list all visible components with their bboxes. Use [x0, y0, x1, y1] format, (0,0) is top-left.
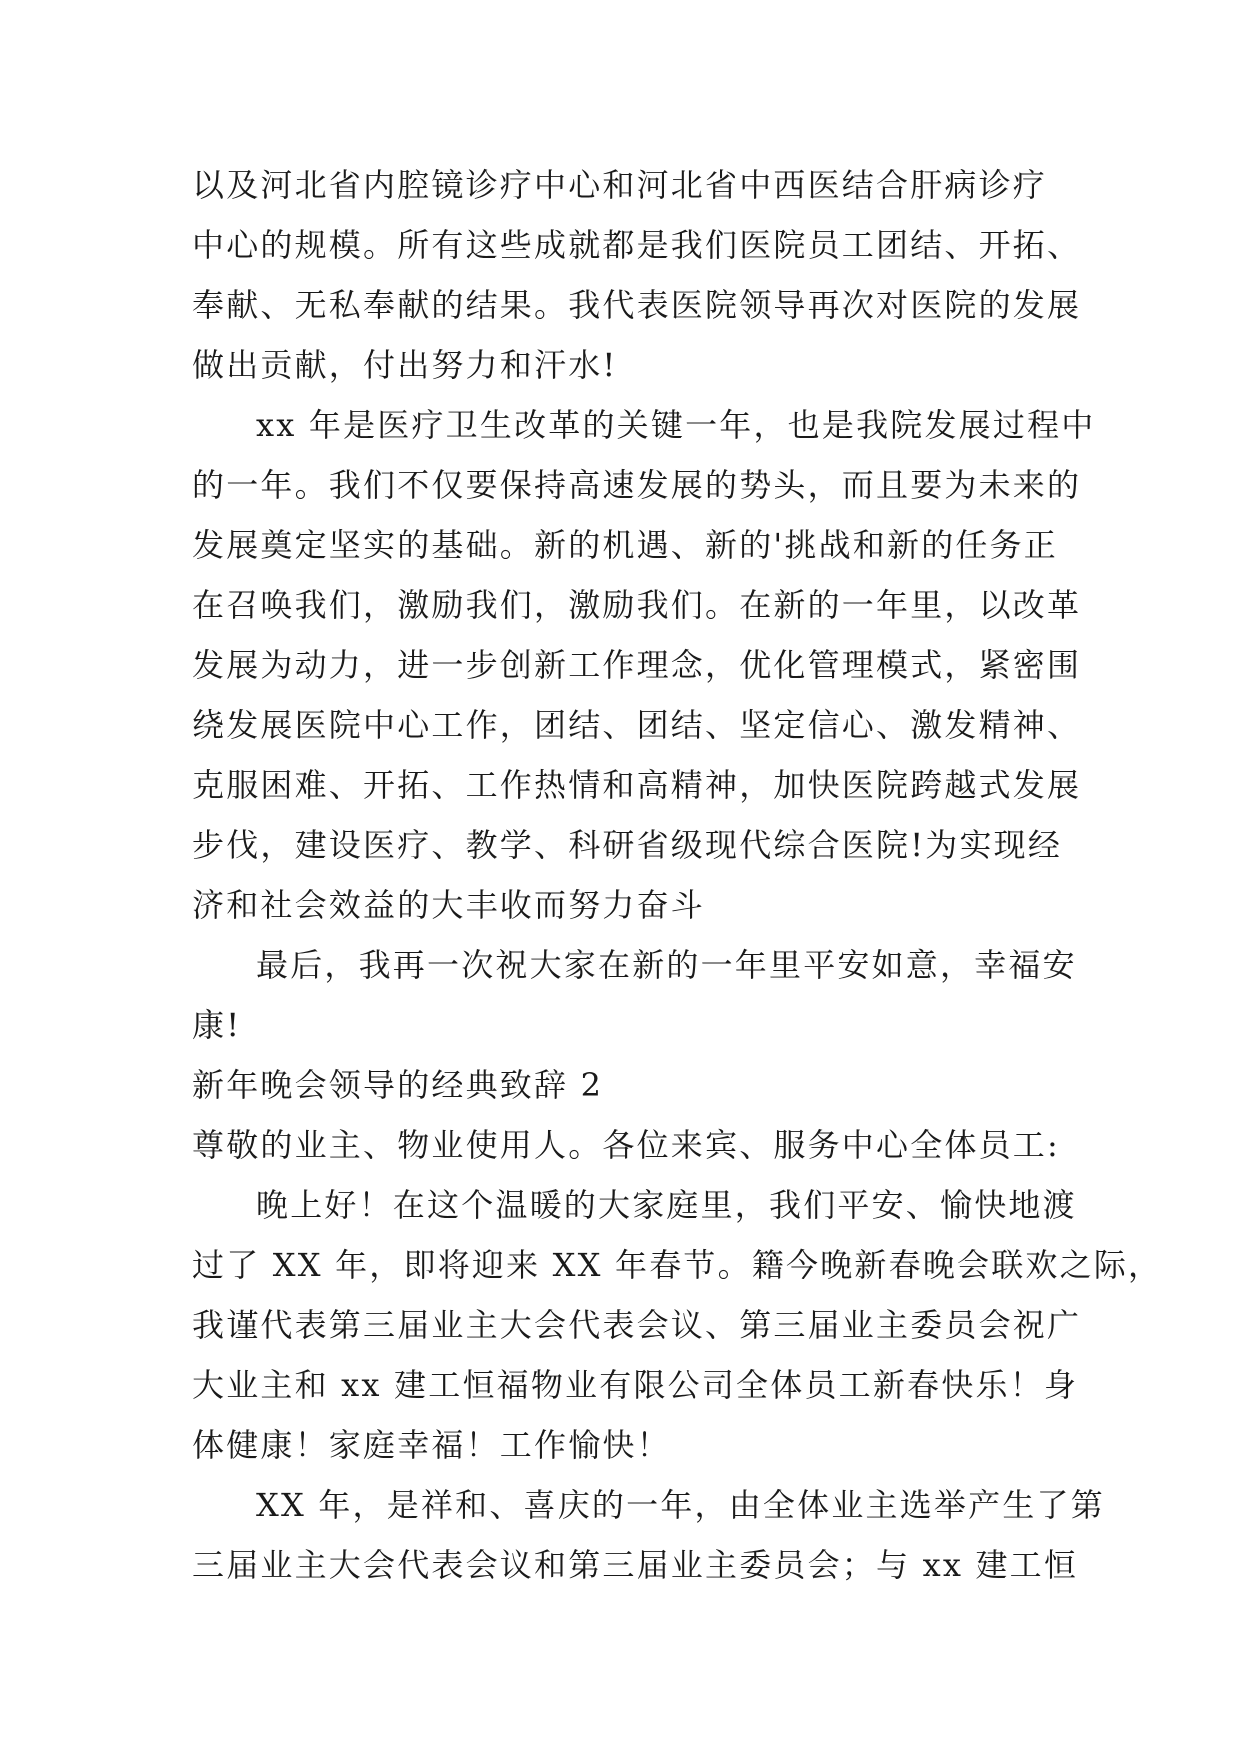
paragraph-line: 我谨代表第三届业主大会代表会议、第三届业主委员会祝广	[192, 1306, 1082, 1344]
paragraph-line: 发展奠定坚实的基础。新的机遇、新的'挑战和新的任务正	[192, 526, 1058, 564]
paragraph-line: 做出贡献，付出努力和汗水!	[192, 346, 618, 384]
paragraph-line: 过了 XX 年，即将迎来 XX 年春节。籍今晚新春晚会联欢之际，	[192, 1246, 1163, 1284]
paragraph-line: 最后，我再一次祝大家在新的一年里平安如意，幸福安	[256, 946, 1077, 984]
paragraph-line: 绕发展医院中心工作，团结、团结、坚定信心、激发精神、	[192, 706, 1082, 744]
paragraph-line: 晚上好！在这个温暖的大家庭里，我们平安、愉快地渡	[256, 1186, 1077, 1224]
salutation-line: 尊敬的业主、物业使用人。各位来宾、服务中心全体员工:	[192, 1126, 1060, 1164]
section-heading: 新年晚会领导的经典致辞 2	[192, 1066, 604, 1104]
paragraph-line: 克服困难、开拓、工作热情和高精神，加快医院跨越式发展	[192, 766, 1082, 804]
paragraph-line: 发展为动力，进一步创新工作理念，优化管理模式，紧密围	[192, 646, 1082, 684]
paragraph-line: 以及河北省内腔镜诊疗中心和河北省中西医结合肝病诊疗	[192, 166, 1048, 204]
paragraph-line: XX 年，是祥和、喜庆的一年，由全体业主选举产生了第	[256, 1486, 1105, 1524]
paragraph-line: 在召唤我们，激励我们，激励我们。在新的一年里，以改革	[192, 586, 1082, 624]
paragraph-line: 的一年。我们不仅要保持高速发展的势头，而且要为未来的	[192, 466, 1082, 504]
paragraph-line: 中心的规模。所有这些成就都是我们医院员工团结、开拓、	[192, 226, 1082, 264]
paragraph-line: 三届业主大会代表会议和第三届业主委员会；与 xx 建工恒	[192, 1546, 1079, 1584]
paragraph-line: xx 年是医疗卫生改革的关键一年，也是我院发展过程中	[256, 406, 1096, 444]
paragraph-line: 体健康！家庭幸福！工作愉快！	[192, 1426, 671, 1464]
paragraph-line: 步伐，建设医疗、教学、科研省级现代综合医院!为实现经	[192, 826, 1063, 864]
paragraph-line: 济和社会效益的大丰收而努力奋斗	[192, 886, 706, 924]
document-body	[192, 155, 1163, 1595]
paragraph-line: 奉献、无私奉献的结果。我代表医院领导再次对医院的发展	[192, 286, 1082, 324]
paragraph-line: 康!	[192, 1006, 242, 1044]
paragraph-line: 大业主和 xx 建工恒福物业有限公司全体员工新春快乐！身	[192, 1366, 1079, 1404]
